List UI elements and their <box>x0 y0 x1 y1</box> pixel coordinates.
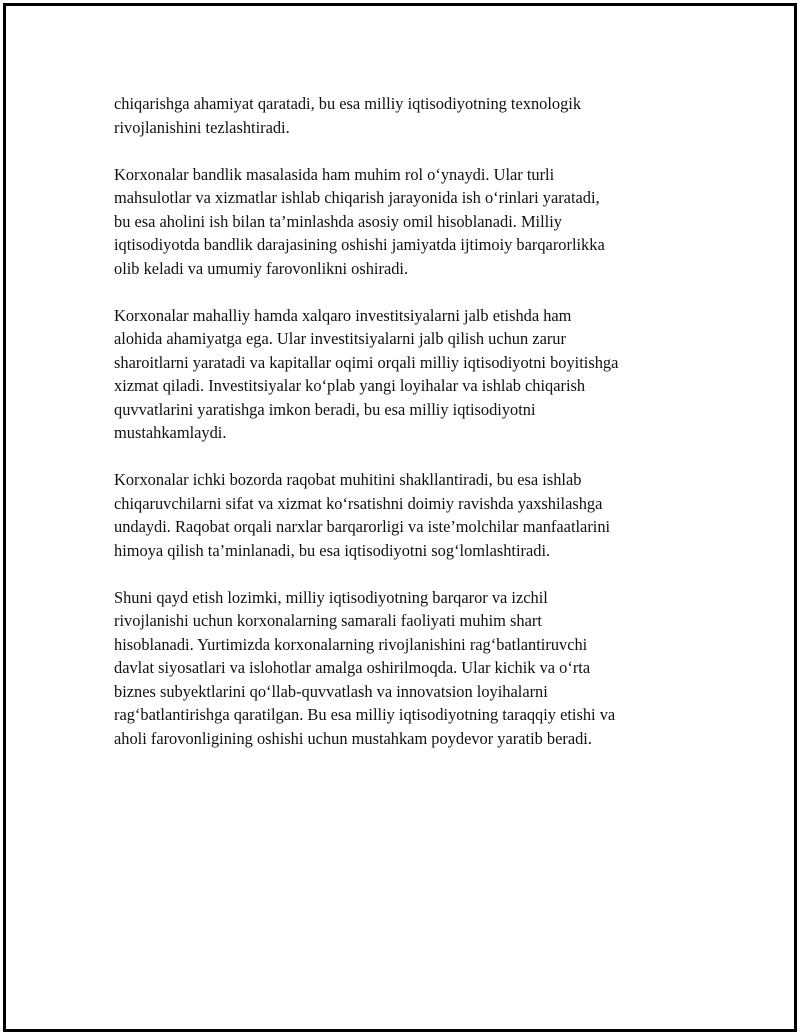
text-line: Korxonalar mahalliy hamda xalqaro investitsiyalarni jalb etishda ham <box>114 305 572 325</box>
text-line: davlat siyosatlari va islohotlar amalga oshirilmoqda. Ular kichik va o‘rta <box>114 658 591 677</box>
paragraph-1 <box>114 92 694 139</box>
paragraph-3 <box>114 304 694 445</box>
text-line: rivojlanishini tezlashtiradi. <box>114 117 290 137</box>
text-line: olib keladi va umumiy farovonlikni oshiradi. <box>114 258 409 278</box>
text-line: Korxonalar bandlik masalasida ham muhim rol o‘ynaydi. Ular turli <box>114 164 555 184</box>
paragraph-2 <box>114 163 694 281</box>
text-line: bu esa aholini ish bilan ta’minlashda asosiy omil hisoblanadi. Milliy <box>114 211 562 231</box>
paragraph-4 <box>114 468 694 562</box>
text-line: mahsulotlar va xizmatlar ishlab chiqarish jarayonida ish o‘rinlari yaratadi, <box>114 188 600 207</box>
text-line: sharoitlarni yaratadi va kapitallar oqimi orqali milliy iqtisodiyotni boyitishga <box>114 352 619 372</box>
text-line: iqtisodiyotda bandlik darajasining oshishi jamiyatda ijtimoiy barqarorlikka <box>114 235 605 254</box>
document-body <box>114 92 694 774</box>
text-line: Shuni qayd etish lozimki, milliy iqtisodiyotning barqaror va izchil <box>114 587 548 607</box>
text-line: mustahkamlaydi. <box>114 423 227 442</box>
paragraph-5 <box>114 586 694 751</box>
text-line: himoya qilish ta’minlanadi, bu esa iqtisodiyotni sog‘lomlashtiradi. <box>114 540 551 560</box>
text-line: chiqaruvchilarni sifat va xizmat ko‘rsatishni doimiy ravishda yaxshilashga <box>114 493 603 513</box>
text-line: chiqarishga ahamiyat qaratadi, bu esa milliy iqtisodiyotning texnologik <box>114 94 582 113</box>
text-line: biznes subyektlarini qo‘llab-quvvatlash va innovatsion loyihalarni <box>114 681 548 701</box>
text-line: Korxonalar ichki bozorda raqobat muhitini shakllantiradi, bu esa ishlab <box>114 470 582 489</box>
text-line: rivojlanishi uchun korxonalarning samarali faoliyati muhim shart <box>114 611 542 630</box>
text-line: quvvatlarini yaratishga imkon beradi, bu esa milliy iqtisodiyotni <box>114 399 536 419</box>
text-line: alohida ahamiyatga ega. Ular investitsiyalarni jalb qilish uchun zarur <box>114 329 566 348</box>
text-line: rag‘batlantirishga qaratilgan. Bu esa milliy iqtisodiyotning taraqqiy etishi va <box>114 705 616 724</box>
text-line: xizmat qiladi. Investitsiyalar ko‘plab yangi loyihalar va ishlab chiqarish <box>114 376 586 395</box>
text-line: undaydi. Raqobat orqali narxlar barqarorligi va iste’molchilar manfaatlarini <box>114 517 611 536</box>
text-line: aholi farovonligining oshishi uchun mustahkam poydevor yaratib beradi. <box>114 728 592 748</box>
text-line: hisoblanadi. Yurtimizda korxonalarning rivojlanishini rag‘batlantiruvchi <box>114 634 588 654</box>
